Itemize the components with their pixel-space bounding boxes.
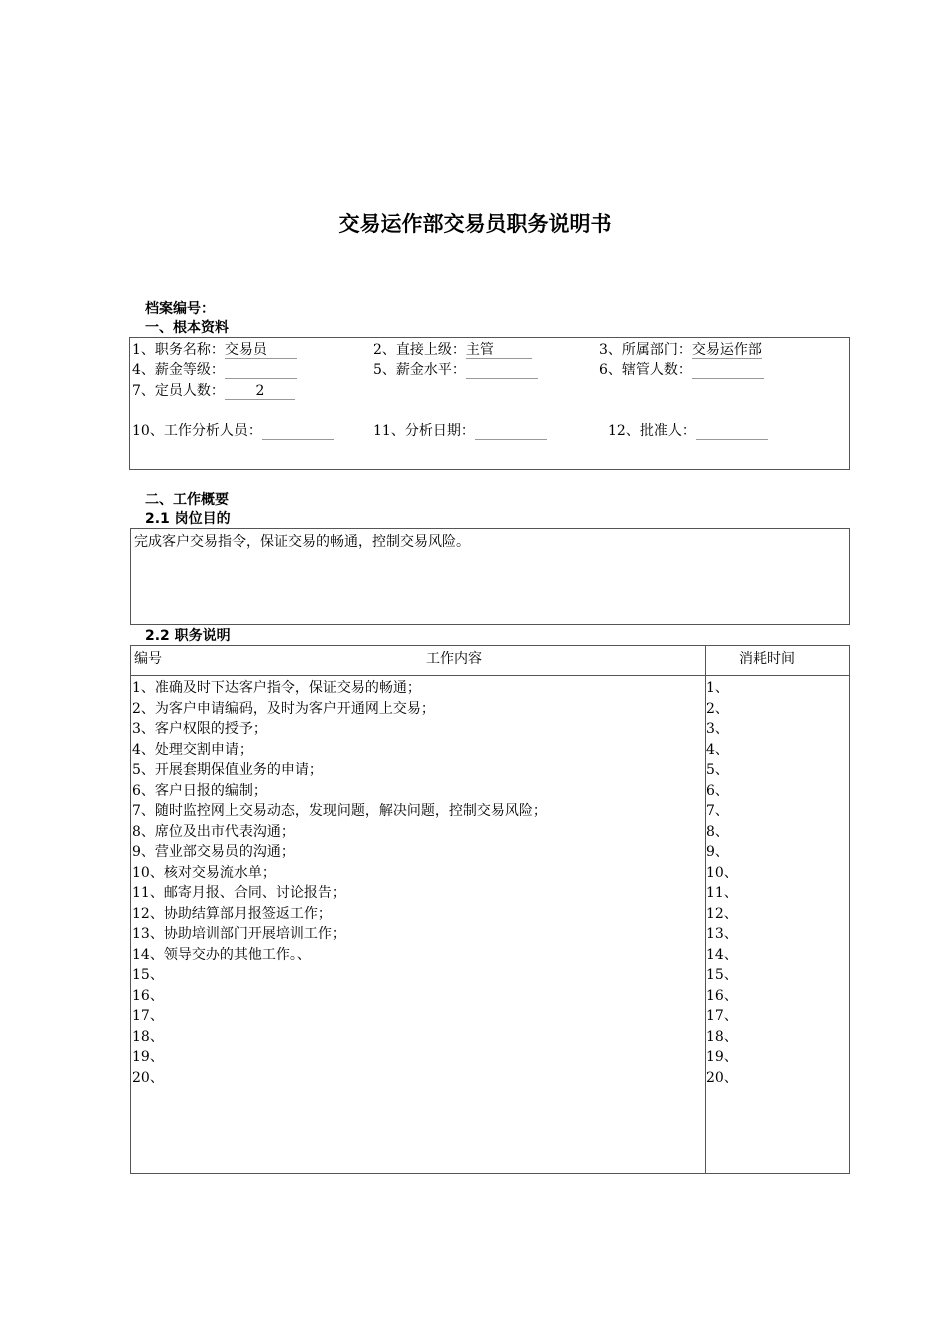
archive-number-label: 档案编号： bbox=[145, 301, 215, 317]
time-item: 15、 bbox=[706, 967, 738, 983]
subordinates-field bbox=[599, 360, 764, 380]
time-item: 13、 bbox=[706, 926, 738, 942]
duty-item: 5、开展套期保值业务的申请； bbox=[132, 762, 323, 778]
time-item: 16、 bbox=[706, 987, 738, 1004]
purpose-box bbox=[130, 528, 850, 625]
time-list bbox=[706, 678, 738, 1088]
job-name-field bbox=[132, 340, 297, 360]
time-item: 17、 bbox=[706, 1008, 738, 1024]
time-item: 10、 bbox=[706, 864, 738, 881]
duty-item: 11、邮寄月报、合同、讨论报告； bbox=[132, 885, 346, 901]
table-header-divider bbox=[131, 675, 849, 676]
headcount-field bbox=[132, 381, 295, 401]
purpose-heading: 2.1 岗位目的 bbox=[145, 511, 231, 527]
duty-item: 13、协助培训部门开展培训工作； bbox=[132, 926, 346, 942]
purpose-text: 完成客户交易指令，保证交易的畅通，控制交易风险。 bbox=[134, 534, 470, 550]
time-item: 19、 bbox=[706, 1049, 738, 1065]
basic-info-box bbox=[129, 337, 850, 470]
duty-item: 7、随时监控网上交易动态，发现问题，解决问题，控制交易风险； bbox=[132, 803, 547, 819]
time-item: 12、 bbox=[706, 905, 738, 922]
analysis-date-field bbox=[373, 421, 547, 441]
salary-level-field bbox=[373, 360, 538, 380]
duty-list bbox=[132, 678, 547, 1088]
time-item: 4、 bbox=[706, 741, 729, 758]
supervisor-field bbox=[373, 340, 532, 360]
salary-level-label: 5、薪金水平： bbox=[373, 362, 466, 378]
time-item: 5、 bbox=[706, 762, 729, 778]
analyst-blank bbox=[262, 421, 334, 440]
salary-level-blank bbox=[466, 360, 538, 379]
duties-table bbox=[130, 645, 850, 1174]
duty-item: 9、营业部交易员的沟通； bbox=[132, 844, 295, 860]
salary-grade-label: 4、薪金等级： bbox=[132, 362, 225, 378]
approver-field bbox=[608, 421, 768, 441]
job-name-value: 交易员 bbox=[225, 340, 297, 359]
time-item: 11、 bbox=[706, 885, 738, 901]
time-item: 18、 bbox=[706, 1028, 738, 1045]
duty-item: 6、客户日报的编制； bbox=[132, 782, 267, 799]
duty-item: 14、领导交办的其他工作。、 bbox=[132, 946, 311, 963]
analysis-date-blank bbox=[475, 421, 547, 440]
duty-item: 20、 bbox=[132, 1069, 164, 1086]
approver-label: 12、批准人： bbox=[608, 423, 696, 439]
duty-item: 12、协助结算部月报签返工作； bbox=[132, 905, 332, 922]
time-item: 14、 bbox=[706, 946, 738, 963]
section-work-overview-heading: 二、工作概要 bbox=[145, 492, 229, 508]
salary-grade-blank bbox=[225, 360, 297, 379]
duty-item: 3、客户权限的授予； bbox=[132, 721, 267, 737]
time-item: 20、 bbox=[706, 1069, 738, 1086]
duties-heading: 2.2 职务说明 bbox=[145, 628, 231, 644]
department-field bbox=[599, 340, 762, 360]
analyst-field bbox=[132, 421, 334, 441]
time-item: 1、 bbox=[706, 680, 729, 696]
salary-grade-field bbox=[132, 360, 297, 380]
duty-item: 2、为客户申请编码，及时为客户开通网上交易； bbox=[132, 700, 435, 717]
time-item: 2、 bbox=[706, 700, 729, 717]
job-name-label: 1、职务名称： bbox=[132, 342, 225, 358]
time-item: 7、 bbox=[706, 803, 729, 819]
time-item: 9、 bbox=[706, 844, 729, 860]
col-time-header: 消耗时间 bbox=[739, 651, 795, 667]
section-basic-info-heading: 一、根本资料 bbox=[145, 320, 229, 336]
page-title: 交易运作部交易员职务说明书 bbox=[338, 212, 612, 236]
duty-item: 10、核对交易流水单； bbox=[132, 864, 276, 881]
department-value: 交易运作部 bbox=[691, 342, 762, 358]
duty-item: 17、 bbox=[132, 1008, 164, 1024]
analyst-label: 10、工作分析人员： bbox=[132, 423, 262, 439]
department-label: 3、所属部门： bbox=[599, 342, 692, 358]
col-number-header: 编号 bbox=[134, 651, 162, 667]
supervisor-label: 2、直接上级： bbox=[373, 342, 466, 358]
supervisor-value: 主管 bbox=[466, 340, 532, 359]
time-item: 3、 bbox=[706, 721, 729, 737]
duty-item: 15、 bbox=[132, 967, 164, 983]
duty-item: 16、 bbox=[132, 987, 164, 1004]
duty-item: 4、处理交割申请； bbox=[132, 741, 253, 758]
time-item: 6、 bbox=[706, 782, 729, 799]
time-item: 8、 bbox=[706, 823, 729, 840]
duty-item: 19、 bbox=[132, 1049, 164, 1065]
headcount-label: 7、定员人数： bbox=[132, 383, 225, 399]
headcount-value: 2 bbox=[225, 381, 295, 400]
col-content-header: 工作内容 bbox=[426, 651, 482, 667]
duty-item: 8、席位及出市代表沟通； bbox=[132, 823, 295, 840]
duty-item: 18、 bbox=[132, 1028, 164, 1045]
analysis-date-label: 11、分析日期： bbox=[373, 423, 475, 439]
subordinates-blank bbox=[692, 360, 764, 379]
approver-blank bbox=[696, 421, 768, 440]
subordinates-label: 6、辖管人数： bbox=[599, 362, 692, 378]
duty-item: 1、准确及时下达客户指令，保证交易的畅通； bbox=[132, 680, 421, 696]
